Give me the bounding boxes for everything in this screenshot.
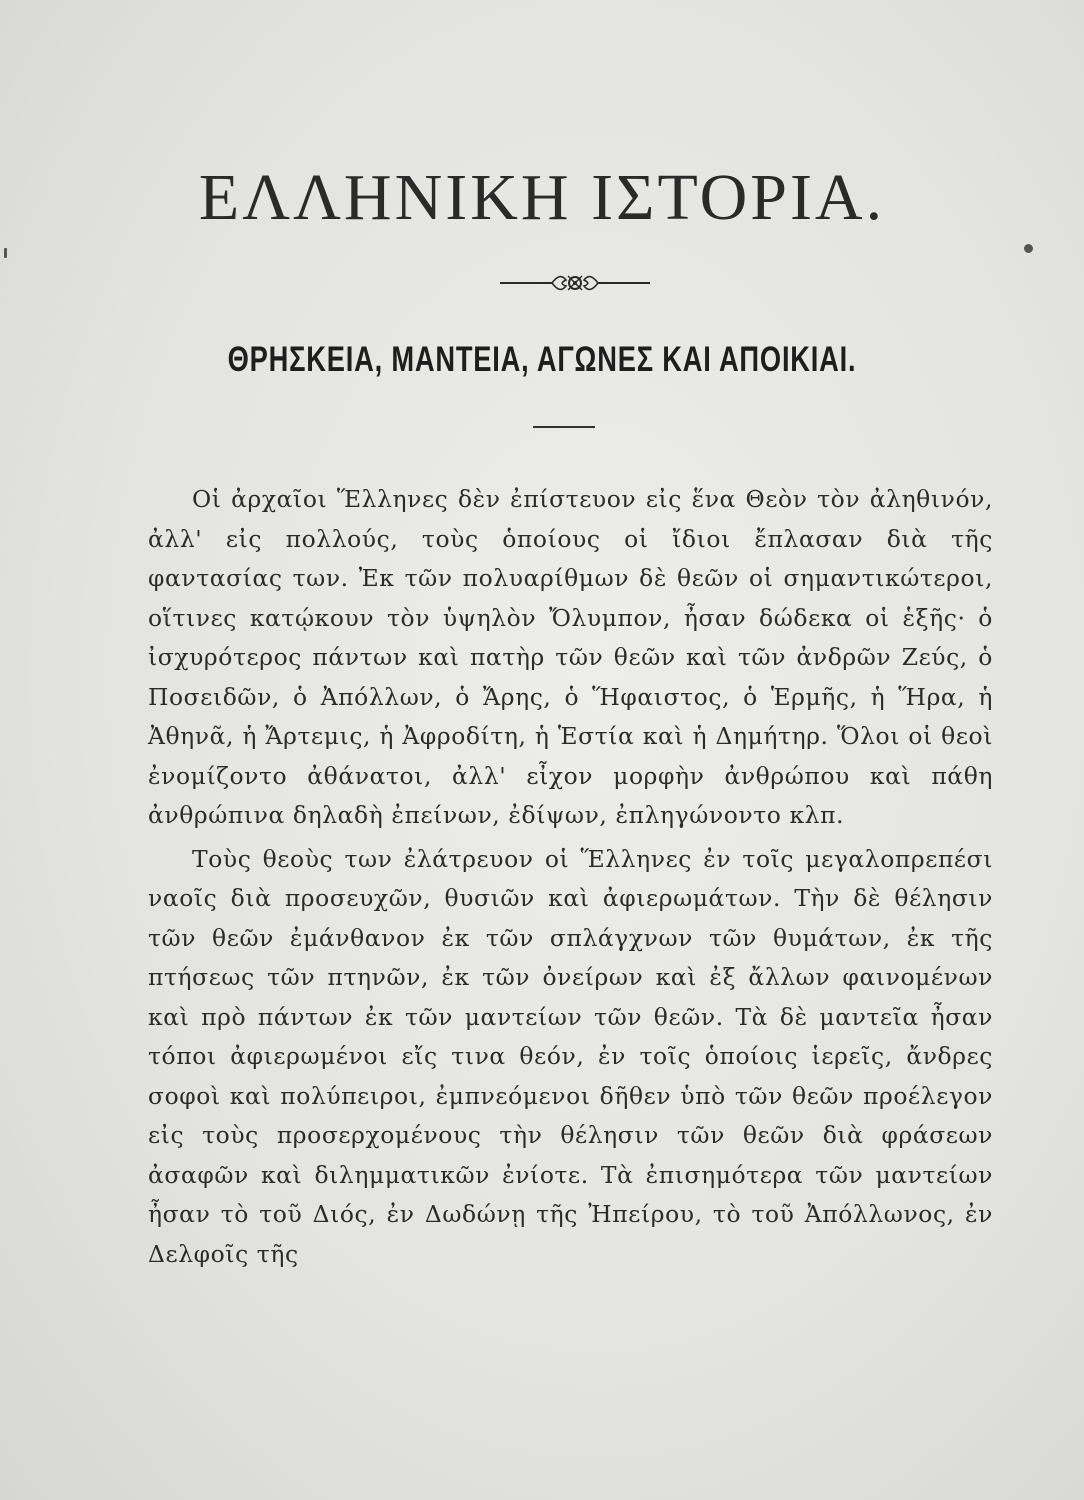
ornament-divider [500, 268, 650, 298]
page-title: ΕΛΛΗΝΙΚΗ ΙΣΤΟΡΙΑ. [198, 161, 886, 234]
divider-rule [533, 426, 595, 428]
ink-speck [4, 248, 7, 258]
section-heading: ΘΡΗΣΚΕΙΑ, ΜΑΝΤΕΙΑ, ΑΓΩΝΕΣ ΚΑΙ ΑΠΟΙΚΙΑΙ. [227, 340, 857, 379]
body-text [148, 480, 993, 1274]
paragraph: Τοὺς θεοὺς των ἐλάτρευον οἱ Ἕλληνες ἐν τοῖς μεγαλοπρεπέσι ναοῖς διὰ προσευχῶν, θυσιῶν καὶ ἀφιερωμάτων. Τὴν δὲ θέλησιν τῶν θεῶν ἐμάνθανον ἐκ τῶν σπλάγχνων τῶν θυμάτων, ἐκ τῆς πτήσεως τῶν πτηνῶν, ἐκ τῶν ὀνείρων καὶ ἐξ ἄλλων φαινομένων καὶ πρὸ πάντων ἐκ τῶν μαντείων τῶν θεῶν. Τὰ δὲ μαντεῖα ἦσαν τόποι ἀφιερωμένοι εἴς τινα θεόν, ἐν τοῖς ὁποίοις ἱερεῖς, ἄνδρες σοφοὶ καὶ πολύπειροι, ἐμπνεόμενοι δῆθεν ὑπὸ τῶν θεῶν προέλεγον εἰς τοὺς προσερχομένους τὴν θέλησιν τῶν θεῶν διὰ φράσεων ἀσαφῶν καὶ διλημματικῶν ἐνίοτε. Τὰ ἐπισημότερα τῶν μαντείων ἦσαν τὸ τοῦ Διός, ἐν Δωδώνῃ τῆς Ἠπείρου, τὸ τοῦ Ἀπόλλωνος, ἐν Δελφοῖς τῆς [148, 844, 993, 1268]
ink-speck [1024, 244, 1033, 253]
paragraph: Οἱ ἀρχαῖοι Ἕλληνες δὲν ἐπίστευον εἰς ἕνα Θεὸν τὸν ἀληθινόν, ἀλλ' εἰς πολλούς, τοὺς ὁποίους οἱ ἴδιοι ἔπλασαν διὰ τῆς φαντασίας των. Ἐκ τῶν πολυαρίθμων δὲ θεῶν οἱ σημαντικώτεροι, οἵτινες κατῴκουν τὸν ὑψηλὸν Ὄλυμπον, ἦσαν δώδεκα οἱ ἑξῆς· ὁ ἰσχυρότερος πάντων καὶ πατὴρ τῶν θεῶν καὶ τῶν ἀνδρῶν Ζεύς, ὁ Ποσειδῶν, ὁ Ἀπόλλων, ὁ Ἄρης, ὁ Ἥφαιστος, ὁ Ἑρμῆς, ἡ Ἥρα, ἡ Ἀθηνᾶ, ἡ Ἄρτεμις, ἡ Ἀφροδίτη, ἡ Ἑστία καὶ ἡ Δημήτηρ. Ὅλοι οἱ θεοὶ ἐνομίζοντο ἀθάνατοι, ἀλλ' εἶχον μορφὴν ἀνθρώπου καὶ πάθη ἀνθρώπινα δηλαδὴ ἐπείνων, ἐδίψων, ἐπληγώνοντο κλπ. [148, 485, 993, 829]
